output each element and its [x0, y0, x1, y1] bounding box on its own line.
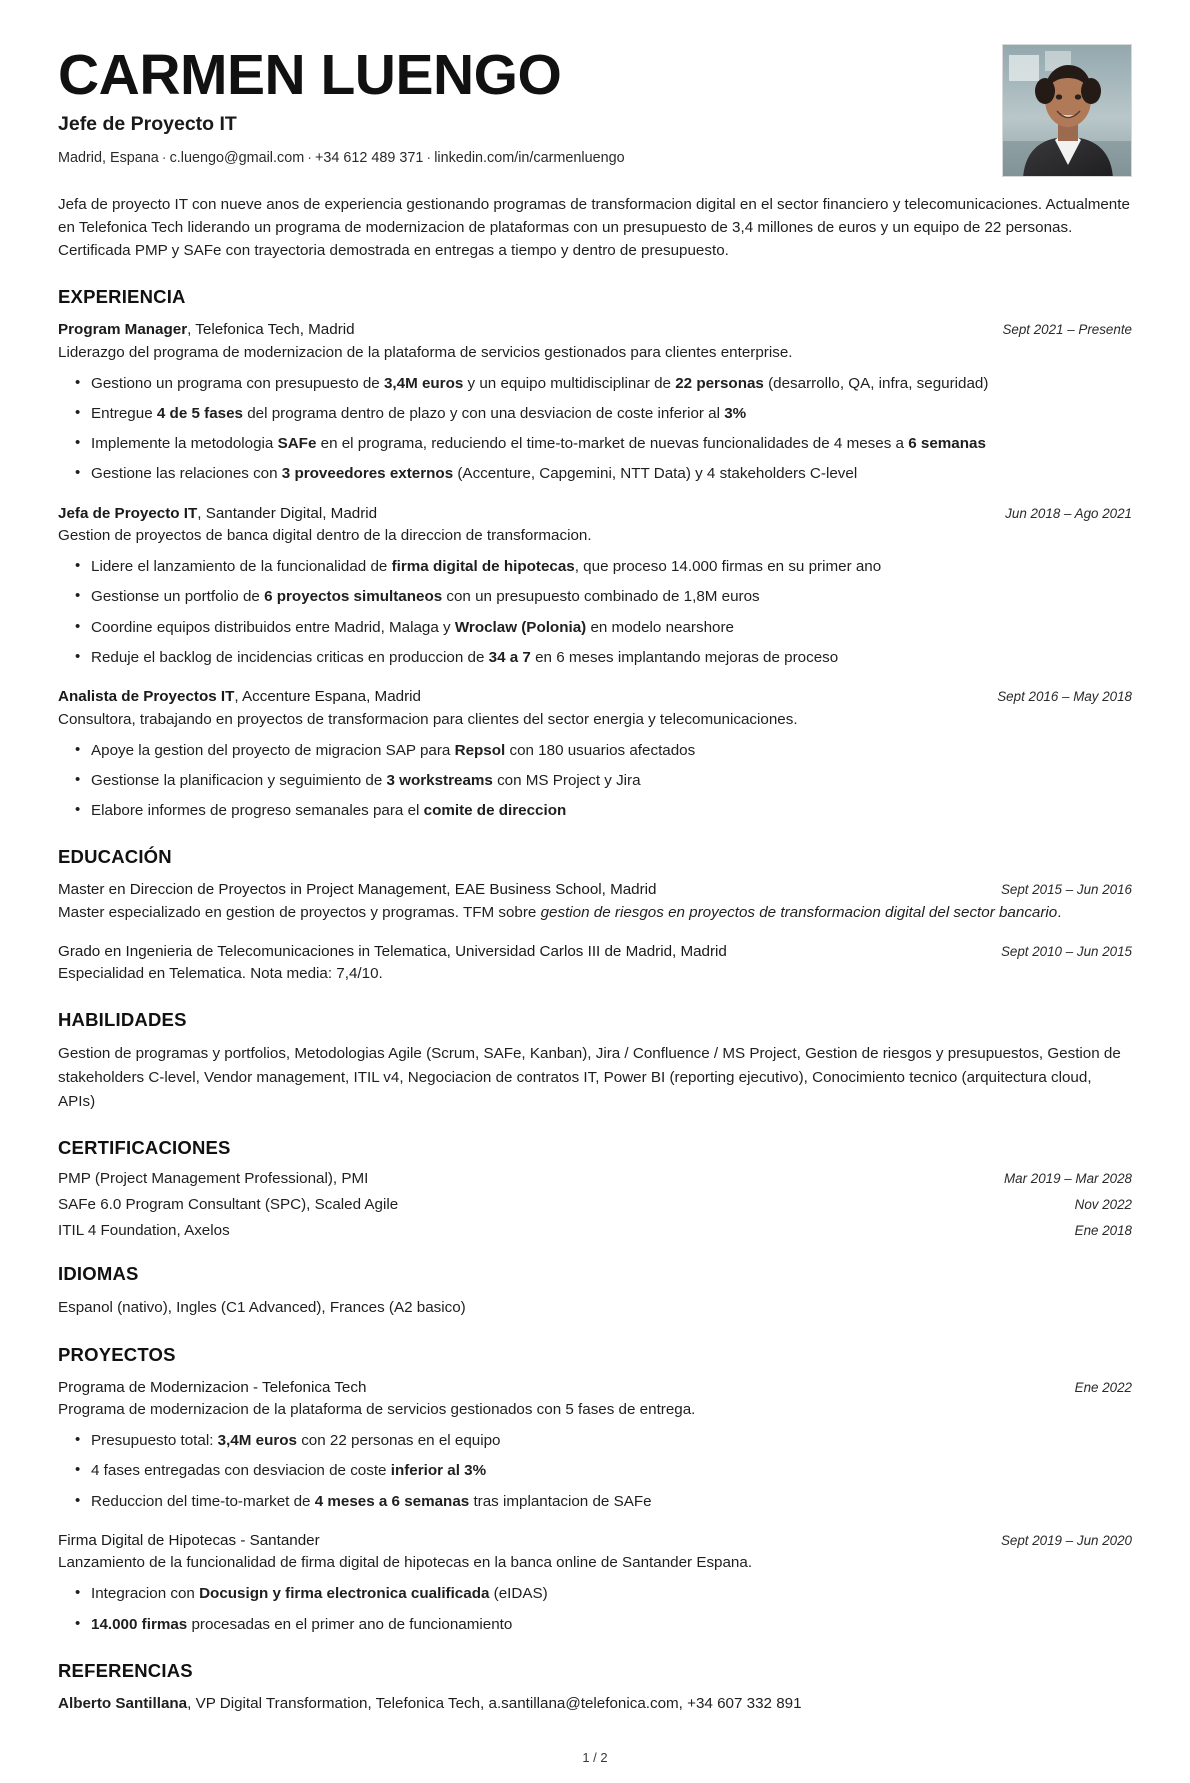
education-date: Sept 2015 – Jun 2016 — [1000, 882, 1132, 898]
list-item: • 4 fases entregadas con desviacion de coste inferior al 3% — [91, 1460, 1132, 1482]
section-title-certifications: CERTIFICACIONES — [58, 1137, 231, 1159]
project-bullet-list — [58, 1583, 1132, 1635]
section-title-education: EDUCACIÓN — [58, 846, 172, 868]
avatar — [1002, 44, 1132, 177]
contact-email[interactable]: c.luengo@gmail.com — [169, 150, 305, 167]
experience-date: Sept 2021 – Presente — [1002, 322, 1132, 338]
section-title-skills: HABILIDADES — [58, 1009, 187, 1031]
list-item: • Reduccion del time-to-market de 4 meses a 6 semanas tras implantacion de SAFe — [91, 1491, 1132, 1513]
section-title-experience: EXPERIENCIA — [58, 286, 186, 308]
contact-separator-2: · — [307, 150, 312, 167]
education-description: Especialidad en Telematica. Nota media: 7,4/10. — [58, 965, 383, 983]
experience-date: Sept 2016 – May 2018 — [997, 689, 1132, 704]
list-item: • Apoye la gestion del proyecto de migracion SAP para Repsol con 180 usuarios afectados — [91, 740, 1132, 762]
reference-name: Alberto Santillana — [58, 1694, 188, 1712]
project-date: Ene 2022 — [1074, 1379, 1132, 1395]
certification-name: SAFe 6.0 Program Consultant (SPC), Scaled Agile — [58, 1196, 399, 1214]
project-description: Programa de modernizacion de la plataforma de servicios gestionados con 5 fases de entrega. — [58, 1401, 696, 1419]
languages-text: Espanol (nativo), Ingles (C1 Advanced), Frances (A2 basico) — [58, 1299, 466, 1317]
experience-role: Analista de Proyectos IT — [58, 688, 235, 705]
project-description: Lanzamiento de la funcionalidad de firma digital de hipotecas en la banca online de Santander Espana. — [58, 1554, 753, 1572]
experience-bullet-list — [58, 556, 1132, 669]
section-projects — [58, 1344, 1132, 1636]
experience-heading — [58, 319, 984, 341]
experience-entry — [58, 319, 1132, 485]
reference-line — [58, 1693, 1132, 1716]
list-item: • Integracion con Docusign y firma electronica cualificada (eIDAS) — [91, 1583, 1132, 1605]
list-item: • Presupuesto total: 3,4M euros con 22 personas en el equipo — [91, 1430, 1132, 1452]
list-item: • Reduje el backlog de incidencias criticas en produccion de 34 a 7 en 6 meses implantando mejoras de proceso — [91, 647, 1132, 669]
page-footer: 1 / 2 — [582, 1749, 608, 1765]
experience-role: Jefa de Proyecto IT — [58, 504, 198, 522]
reference-details: , VP Digital Transformation, Telefonica Tech, a.santillana@telefonica.com, +34 607 332 891 — [187, 1694, 802, 1712]
experience-company: , Accenture Espana, Madrid — [234, 688, 421, 705]
project-bullet-list — [58, 1430, 1132, 1513]
list-item: • Gestionse un portfolio de 6 proyectos simultaneos con un presupuesto combinado de 1,8M euros — [91, 586, 1132, 608]
project-entry-head — [58, 1377, 1132, 1399]
project-entry-head — [58, 1530, 1132, 1552]
education-entry — [58, 941, 1132, 986]
experience-entry — [58, 686, 1132, 822]
header-text-block — [58, 40, 1002, 168]
experience-date: Jun 2018 – Ago 2021 — [1005, 505, 1132, 521]
education-degree: Master en Direccion de Proyectos in Project Management, EAE Business School, Madrid — [58, 881, 657, 899]
certification-date: Mar 2019 – Mar 2028 — [1003, 1171, 1132, 1187]
list-item: • Lidere el lanzamiento de la funcionalidad de firma digital de hipotecas, que proceso 14.000 firmas en su primer ano — [91, 556, 1132, 578]
section-education — [58, 846, 1132, 985]
certification-row — [58, 1222, 1132, 1239]
list-item: • Implemente la metodologia SAFe en el programa, reduciendo el time-to-market de nuevas funcionalidades de 4 meses a 6 semanas — [91, 433, 1132, 455]
experience-role: Program Manager — [58, 321, 188, 339]
certification-date: Ene 2018 — [1074, 1223, 1132, 1239]
experience-description: Consultora, trabajando en proyectos de transformacion para clientes del sector energia y telecomunicaciones. — [58, 710, 798, 728]
education-entry-head — [58, 941, 1132, 963]
experience-heading — [58, 686, 979, 708]
experience-entry-head — [58, 686, 1132, 708]
contact-location: Madrid, Espana — [58, 150, 159, 167]
page-title: CARMEN LUENGO — [58, 43, 562, 107]
certification-name: PMP (Project Management Professional), PMI — [58, 1170, 369, 1188]
education-entry — [58, 879, 1132, 924]
contact-linkedin[interactable]: linkedin.com/in/carmenluengo — [434, 150, 625, 167]
education-entry-head — [58, 879, 1132, 901]
certification-row — [58, 1170, 1132, 1187]
project-date: Sept 2019 – Jun 2020 — [1000, 1532, 1132, 1548]
experience-description: Liderazgo del programa de modernizacion de la plataforma de servicios gestionados para clientes enterprise. — [58, 343, 793, 361]
contact-separator-3: · — [426, 150, 432, 167]
experience-description: Gestion de proyectos de banca digital dentro de la direccion de transformacion. — [58, 527, 592, 545]
contact-phone[interactable]: +34 612 489 371 — [314, 150, 424, 167]
list-item: • Entregue 4 de 5 fases del programa dentro de plazo y con una desviacion de coste inferior al 3% — [91, 403, 1132, 425]
list-item: • Gestiono un programa con presupuesto de 3,4M euros y un equipo multidisciplinar de 22 personas (desarrollo, QA, infra, seguridad) — [91, 373, 1132, 395]
section-certifications — [58, 1137, 1132, 1239]
education-description: Master especializado en gestion de proyectos y programas. TFM sobre gestion de riesgos en proyectos de transformacion digital del sector bancario. — [58, 903, 1062, 921]
section-title-projects: PROYECTOS — [58, 1343, 176, 1365]
resume-header — [58, 40, 1132, 177]
education-degree: Grado en Ingenieria de Telecomunicaciones in Telematica, Universidad Carlos III de Madrid, Madrid — [58, 942, 727, 960]
professional-summary: Jefa de proyecto IT con nueve anos de experiencia gestionando programas de transformacion digital en el sector financiero y telecomunicaciones. Actualmente en Telefonica Tech liderando un programa de modernizacion de plataformas con un presupuesto de 3,4 millones de euros y un equipo de 22 personas. Certificada PMP y SAFe con trayectoria demostrada en entregas a tiempo y dentro de presupuesto. — [58, 196, 1130, 260]
section-skills — [58, 1009, 1132, 1113]
section-experience — [58, 286, 1132, 822]
project-entry — [58, 1377, 1132, 1513]
job-title: Jefe de Proyecto IT — [58, 113, 237, 136]
list-item: • Coordine equipos distribuidos entre Madrid, Malaga y Wroclaw (Polonia) en modelo nearshore — [91, 617, 1132, 639]
experience-entry — [58, 503, 1132, 669]
certification-row — [58, 1196, 1132, 1213]
experience-entry-head — [58, 503, 1132, 525]
experience-company: , Telefonica Tech, Madrid — [187, 321, 355, 339]
list-item: • Gestione las relaciones con 3 proveedores externos (Accenture, Capgemini, NTT Data) y 4 stakeholders C-level — [91, 463, 1132, 485]
experience-heading — [58, 503, 987, 525]
certification-date: Nov 2022 — [1074, 1197, 1132, 1213]
section-title-references: REFERENCIAS — [58, 1659, 193, 1681]
education-date: Sept 2010 – Jun 2015 — [1000, 943, 1132, 959]
experience-company: , Santander Digital, Madrid — [197, 504, 378, 522]
section-references — [58, 1660, 1132, 1716]
list-item: • Gestionse la planificacion y seguimiento de 3 workstreams con MS Project y Jira — [91, 770, 1132, 792]
skills-text: Gestion de programas y portfolios, Metodologias Agile (Scrum, SAFe, Kanban), Jira / Confluence / MS Project, Gestion de riesgos y presupuestos, Gestion de stakeholders C-level, Vendor management, ITIL v4, Negociacion de contratos IT, Power BI (reporting ejecutivo), Conocimiento tecnico (arquitectura cloud, APIs) — [58, 1045, 1121, 1110]
list-item: • Elabore informes de progreso semanales para el comite de direccion — [91, 800, 1132, 822]
certification-name: ITIL 4 Foundation, Axelos — [58, 1222, 230, 1240]
contact-line — [58, 148, 1002, 168]
section-title-languages: IDIOMAS — [58, 1263, 139, 1285]
experience-bullet-list — [58, 740, 1132, 823]
contact-separator-1: · — [161, 150, 167, 167]
project-name: Programa de Modernizacion - Telefonica Tech — [58, 1378, 367, 1396]
experience-entry-head — [58, 319, 1132, 341]
project-entry — [58, 1530, 1132, 1636]
project-name: Firma Digital de Hipotecas - Santander — [58, 1531, 320, 1549]
list-item: • 14.000 firmas procesadas en el primer ano de funcionamiento — [91, 1614, 1132, 1636]
section-languages — [58, 1263, 1132, 1320]
experience-bullet-list — [58, 373, 1132, 486]
